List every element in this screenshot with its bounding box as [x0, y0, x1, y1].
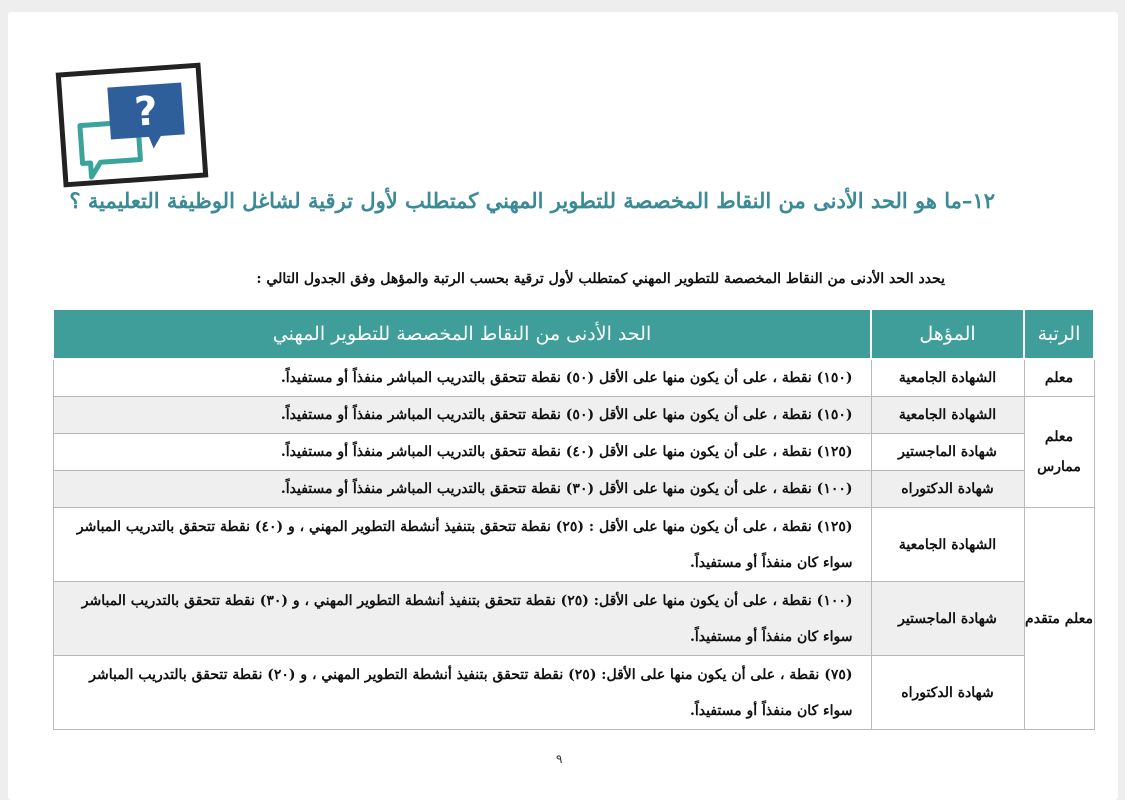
qualification-cell: الشهادة الجامعية: [871, 397, 1024, 434]
qualification-cell: الشهادة الجامعية: [871, 359, 1024, 397]
table-row: [53, 508, 1094, 582]
qualification-cell: شهادة الماجستير: [871, 434, 1024, 471]
svg-text:?: ?: [132, 88, 160, 136]
qualification-cell: شهادة الماجستير: [871, 582, 1024, 656]
qualification-cell: شهادة الدكتوراه: [871, 656, 1024, 730]
header-qualification: المؤهل: [871, 309, 1024, 359]
table-row: [53, 656, 1094, 730]
table-row: [53, 397, 1094, 434]
intro-text: يحدد الحد الأدنى من النقاط المخصصة للتطوير المهني كمتطلب لأول ترقية بحسب الرتبة والمؤهل وفق الجدول التالي :: [256, 271, 945, 287]
points-cell: (١٢٥) نقطة ، على أن يكون منها على الأقل : (٢٥) نقطة تتحقق بتنفيذ أنشطة التطوير المهني ، و (٤٠) نقطة تتحقق بالتدريب المباشر سواء كان منفذاً أو مستفيداً.: [53, 508, 871, 582]
rank-cell: معلم: [1024, 359, 1094, 397]
header-rank: الرتبة: [1024, 309, 1094, 359]
question-heading: ١٢–ما هو الحد الأدنى من النقاط المخصصة للتطوير المهني كمتطلب لأول ترقية لشاغل الوظيفة التعليمية ؟: [69, 188, 995, 213]
qualification-cell: شهادة الدكتوراه: [871, 471, 1024, 508]
points-cell: (١٠٠) نقطة ، على أن يكون منها على الأقل: (٢٥) نقطة تتحقق بتنفيذ أنشطة التطوير المهني ، و (٣٠) نقطة تتحقق بالتدريب المباشر سواء كان منفذاً أو مستفيداً.: [53, 582, 871, 656]
qualification-cell: الشهادة الجامعية: [871, 508, 1024, 582]
table-header-row: [53, 309, 1094, 359]
header-points: الحد الأدنى من النقاط المخصصة للتطوير المهني: [53, 309, 871, 359]
points-table: [52, 308, 1095, 730]
table-row: [53, 434, 1094, 471]
question-speech-bubble-icon: [52, 60, 212, 190]
points-cell: (١٥٠) نقطة ، على أن يكون منها على الأقل (٥٠) نقطة تتحقق بالتدريب المباشر منفذاً أو مستفيداً.: [53, 359, 871, 397]
rank-cell: معلم متقدم: [1024, 508, 1094, 730]
table-row: [53, 471, 1094, 508]
table-row: [53, 359, 1094, 397]
points-cell: (٧٥) نقطة ، على أن يكون منها على الأقل: (٢٥) نقطة تتحقق بتنفيذ أنشطة التطوير المهني ، و (٢٠) نقطة تتحقق بالتدريب المباشر سواء كان منفذاً أو مستفيداً.: [53, 656, 871, 730]
points-cell: (١٢٥) نقطة ، على أن يكون منها على الأقل (٤٠) نقطة تتحقق بالتدريب المباشر منفذاً أو مستفيداً.: [53, 434, 871, 471]
table-row: [53, 582, 1094, 656]
points-cell: (١٠٠) نقطة ، على أن يكون منها على الأقل (٣٠) نقطة تتحقق بالتدريب المباشر منفذاً أو مستفيداً.: [53, 471, 871, 508]
page-number: ٩: [556, 752, 563, 766]
points-cell: (١٥٠) نقطة ، على أن يكون منها على الأقل (٥٠) نقطة تتحقق بالتدريب المباشر منفذاً أو مستفيداً.: [53, 397, 871, 434]
rank-cell: معلم ممارس: [1024, 397, 1094, 508]
